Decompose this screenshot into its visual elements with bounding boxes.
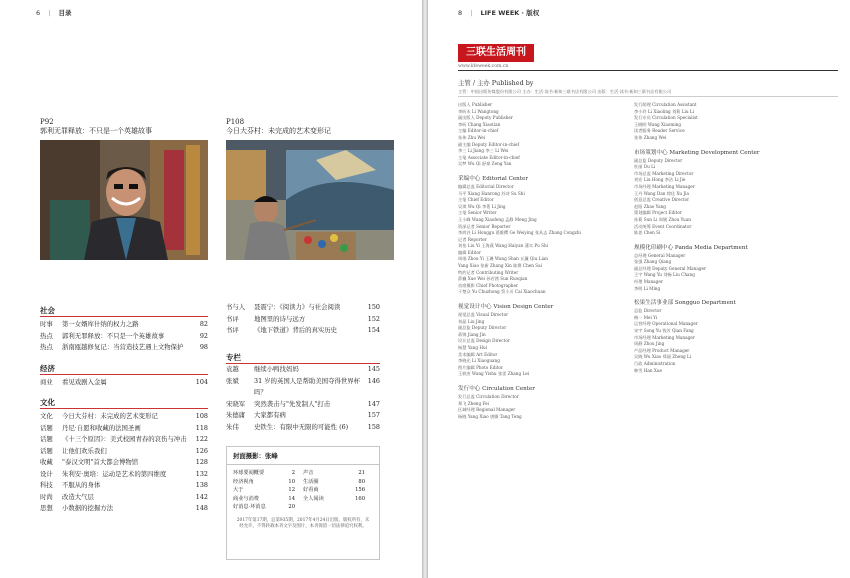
masthead-entry: 市场总监 Marketing Director	[634, 170, 694, 176]
masthead-entry: 李鸿谷 Li Honggu 葛维樱 Ge Weiying 张从志 Zhang Congzhi	[458, 230, 581, 236]
masthead-entry: 刘晶 Liu Jing	[458, 318, 485, 324]
toc-page-number: 138	[195, 481, 208, 489]
toc-category: 热点	[40, 343, 53, 351]
toc-title: 聂震宁：《阅读力》与社会阅读	[254, 303, 341, 311]
toc-title: 地图里的诗与远方	[254, 314, 306, 323]
toc-title: 丹尼·自愿和收藏的法国圣画	[62, 423, 141, 432]
toc-entry[interactable]	[40, 319, 208, 331]
masthead-entry: 宋宇 Song Yu 钱芳 Qian Fang	[634, 328, 694, 334]
feature-label-2	[226, 118, 406, 136]
contents-list-right-top	[226, 302, 380, 337]
toc-page-number: 126	[195, 446, 208, 455]
masthead-entry: 孙莉 Sun Li 周媛 Zhou Yuan	[634, 216, 691, 222]
cover-item-page: 12	[288, 487, 295, 493]
masthead-entry: 赵阳 Zhao Yang	[634, 203, 666, 209]
cover-item-page: 160	[355, 495, 365, 502]
masthead-entry: 李昕 Chang Xiaotian	[458, 121, 501, 127]
masthead-entry: 吴琪 Wu Qi 李菁 Li Jing	[458, 203, 506, 209]
masthead-entry: 吴梦 Wu Qi 舒泰 Zeng Yan	[458, 161, 512, 167]
masthead-page	[428, 0, 850, 578]
masthead-entry: 杜丽 Du Li	[634, 164, 656, 170]
toc-entry[interactable]	[40, 423, 208, 435]
toc-category: 朱德庸	[226, 411, 246, 419]
masthead-department: 松果生活事业部 Songguo Department	[634, 300, 736, 307]
masthead-entry: 李三 Li Jiang 李三 Li Wei	[458, 148, 509, 154]
toc-title: 史铁生：有限中无限的可能性 (6)	[254, 422, 349, 431]
toc-entry[interactable]	[226, 314, 380, 326]
section-rule	[40, 408, 208, 409]
feature-title: 郭利无罪释放：不只是一个英雄故事	[40, 127, 152, 135]
cover-item-page: 2	[291, 470, 295, 476]
toc-title: 继续小鸭找妈妈	[254, 365, 299, 373]
masthead-entry: 主笔 Associate Editor-in-chief	[458, 154, 520, 160]
masthead-entry: 于楚众 Yu Chuzhong 蔡小川 Cai Xiaochuan	[458, 289, 546, 295]
toc-category: 话题	[40, 446, 53, 455]
toc-entry[interactable]	[226, 410, 380, 422]
toc-title: 31 岁的英国人是帮助美国夺得世界杯吗？	[254, 376, 361, 396]
masthead-entry: 图片编辑 Photo Editor	[458, 364, 503, 370]
masthead-entry: 发行总监 Circulation Director	[458, 393, 519, 399]
masthead-entry: 首席摄影 Chief Photographer	[458, 282, 518, 288]
toc-title: 郭利无罪释放：不只是一个英雄故事	[62, 331, 165, 340]
toc-category: 话题	[40, 435, 53, 443]
cover-note: 2017年第17期，总第935期，2017年4月24日出版，版权所有，未经允许，不得转载本刊文字及图片，本刊保留一切法律追究权利。	[236, 517, 370, 529]
feature-photo-portrait	[40, 140, 208, 260]
toc-page-number: 148	[195, 504, 208, 512]
toc-category: 书评	[226, 326, 239, 334]
feature-title: 今日大芬村：未完成的艺术变形记	[226, 127, 331, 135]
toc-title: 《十三个原因》：美式校园青春的哀伤与冲击	[62, 435, 187, 443]
toc-entry[interactable]	[40, 469, 208, 481]
toc-title: 《地下铁道》背后的真实历史	[254, 326, 338, 334]
running-header-left: 6 | 目录	[36, 9, 72, 17]
cover-item-title	[303, 503, 347, 512]
toc-page-number: 92	[199, 331, 208, 340]
masthead-department: 规模化印刷中心 Panda Media Department	[634, 244, 748, 251]
toc-category: 话题	[40, 423, 53, 432]
column-heading: 专栏	[226, 353, 241, 362]
cover-grid	[227, 465, 379, 516]
masthead-entry: 刘怡 Liu Yi 王海燕 Wang Haiyan 蒲实 Pu Shi	[458, 243, 549, 249]
toc-title: 浙南瓯越修复记：当营造技艺遇上文物保护	[62, 343, 184, 351]
masthead-entry: 视觉总监 Visual Director	[458, 312, 509, 318]
toc-category: 书与人	[226, 303, 246, 311]
masthead-entry: 资深记者 Senior Reporter	[458, 223, 511, 229]
masthead-entry: 策划编辑 Project Editor	[634, 210, 682, 216]
toc-entry[interactable]	[40, 342, 208, 354]
cover-item-title: 好看商	[303, 487, 319, 493]
masthead-entry: 主笔 Senior Writer	[458, 210, 497, 216]
publisher-line: 主管 / 主办 Published by	[458, 79, 534, 87]
masthead-entry: 郑飞 Zheng Fei	[458, 400, 489, 406]
masthead-column-2	[634, 102, 804, 374]
toc-page-number: 104	[195, 377, 208, 386]
cover-item-title: 环球要闻概要	[233, 470, 265, 476]
contents-page	[0, 0, 422, 578]
masthead-department: 市场策划中心 Marketing Development Center	[634, 149, 760, 156]
masthead-entry: 总监 Director	[634, 308, 662, 314]
toc-title: 不服从的身体	[62, 481, 101, 489]
masthead-entry: 区域经理 Regional Manager	[458, 407, 516, 413]
masthead-entry: 陈思 Chen Si	[634, 230, 661, 236]
toc-page-number: 128	[195, 458, 208, 466]
masthead-department: 采编中心 Editorial Center	[458, 175, 529, 182]
toc-page-number: 146	[367, 376, 380, 385]
toc-entry[interactable]	[40, 411, 208, 423]
toc-title: 突然袭击与"先发制人"打击	[254, 399, 331, 408]
toc-page-number: 98	[199, 343, 208, 351]
masthead-entry: 经理 Manager	[634, 279, 663, 285]
section-heading: 经济	[40, 363, 55, 373]
running-section: 目录	[58, 9, 72, 17]
cover-grid-row	[233, 503, 373, 512]
section-heading: 社会	[40, 306, 55, 315]
toc-title: 让他们欢乐我们	[62, 446, 107, 455]
toc-category: 张斌	[226, 376, 239, 385]
contents-list-columns	[226, 364, 380, 433]
toc-category: 时尚	[40, 492, 53, 501]
masthead-entry: 记者 Reporter	[458, 236, 487, 242]
cover-credit-heading: 封面摄影：张峰	[227, 447, 379, 465]
masthead-entry: 王丹 Wang Dan 徐佳 Xu Jia	[634, 190, 689, 196]
masthead-entry: 李明 Li Ming	[634, 285, 661, 291]
toc-title: 小数据的挖掘方法	[62, 504, 114, 512]
toc-category: 朱伟	[226, 422, 239, 431]
masthead-entry: 周静 Zhou Jing	[634, 341, 665, 347]
toc-page-number: 145	[367, 365, 380, 373]
toc-title: "泰汉文明"首大都会博物馆	[62, 458, 139, 466]
cover-item-title: 好消息·坏消息	[233, 504, 266, 510]
masthead-department: 视觉设计中心 Vision Design Center	[458, 304, 554, 311]
masthead-entry: 发行专员 Circulation Specialist	[634, 115, 698, 121]
toc-entry[interactable]	[40, 377, 208, 389]
masthead-department: 发行中心 Circulation Center	[458, 385, 535, 392]
masthead-entry: 王宇 Wang Yu 刘畅 Liu Chang	[634, 272, 695, 278]
masthead-entry: 张强 Zhang Qiang	[634, 259, 672, 265]
feature-label-1	[40, 118, 210, 136]
masthead-column-1	[458, 102, 628, 420]
cover-item-page	[347, 503, 365, 512]
masthead-entry: 王小峰 Wang Xiaofeng 孟静 Meng Jing	[458, 216, 537, 222]
toc-entry[interactable]	[226, 302, 380, 314]
toc-entry[interactable]	[40, 446, 208, 458]
toc-title: 今日大芬村：未完成的艺术变形记	[62, 412, 158, 420]
masthead-entry: 创意总监 Creative Director	[634, 197, 690, 203]
masthead-entry: 副总监 Deputy Director	[458, 325, 507, 331]
masthead-entry: 行政 Administration	[634, 361, 676, 366]
masthead-entry: 马平 Xiang Hanrong 苏诗 Su Shi	[458, 190, 525, 196]
masthead-rule-top	[458, 70, 838, 71]
cover-grid-row	[233, 469, 373, 478]
masthead-entry: 刘宏 Liu Hong 李洁 Li Jie	[634, 177, 686, 183]
toc-entry[interactable]	[226, 399, 380, 411]
masthead-entry: 蒋锦 Jiang Jin	[458, 331, 486, 337]
masthead-entry: 市场经理 Marketing Manager	[634, 183, 695, 189]
masthead-rule	[458, 96, 838, 97]
toc-category: 时事	[40, 320, 53, 328]
running-header-right: 8 | LIFE WEEK · 版权	[458, 9, 540, 17]
masthead-entry: 副总监 Deputy Director	[634, 157, 683, 163]
toc-title: 看见戏剧入金属	[62, 377, 107, 386]
cover-item-title: 生活圈	[303, 478, 319, 485]
masthead-entry: 特约记者 Contributing Writer	[458, 269, 519, 275]
toc-page-number: 108	[195, 412, 208, 420]
page-number: 8	[458, 9, 463, 17]
cover-item-title: 全人阅读	[303, 495, 324, 502]
publisher-detail: 主管：中国出版传媒股份有限公司 主办：生活·读书·新知三联书店有限公司 出版：生活·读书·新知三联书店有限公司	[458, 89, 672, 94]
section-heading: 文化	[40, 398, 55, 407]
running-section: LIFE WEEK · 版权	[480, 9, 540, 17]
masthead-entry: 梅一 Mei Yi	[634, 314, 658, 320]
toc-entry[interactable]	[40, 434, 208, 446]
toc-category: 书评	[226, 314, 239, 323]
masthead-entry: 出版人 Publisher	[458, 102, 493, 107]
masthead-entry: 周翊 Zhou Yi 王珊 Wang Shan 丘濂 Qiu Lian	[458, 256, 548, 262]
page-number: 6	[36, 9, 41, 17]
masthead-entry: 王轶庶 Wang Yishu 张雷 Zhang Lei	[458, 371, 530, 377]
masthead-entry: 美术编辑 Art Editor	[458, 351, 498, 357]
feature-page: P92	[40, 118, 54, 126]
masthead-entry: 李小玲 Li Xiaoling 刘莉 Liu Li	[634, 108, 695, 114]
masthead-entry: 朱伟 Zhu Wei	[458, 134, 486, 140]
toc-page-number: 157	[367, 411, 380, 419]
feature-photo-painter	[226, 140, 394, 260]
contents-list-left	[40, 306, 208, 515]
toc-page-number: 132	[195, 469, 208, 478]
cover-item-page: 20	[288, 504, 295, 510]
masthead-entry: 副出版人 Deputy Publisher	[458, 115, 513, 121]
toc-page-number: 158	[367, 422, 380, 431]
cover-item-page: 14	[288, 495, 295, 502]
masthead-entry: 杨晓 Yang Xiao 唐滕 Tang Teng	[458, 413, 522, 419]
toc-category: 思想	[40, 504, 53, 512]
toc-entry[interactable]	[226, 325, 380, 337]
magazine-logo: 三联生活周刊	[458, 44, 534, 62]
toc-title: 大家都有病	[254, 411, 286, 419]
toc-entry[interactable]	[40, 331, 208, 343]
toc-category: 科技	[40, 481, 53, 489]
cover-item-page: 21	[358, 470, 365, 476]
masthead-entry: 发行助理 Circulation Assistant	[634, 102, 697, 107]
toc-page-number: 118	[195, 423, 208, 432]
masthead-entry: 编辑总监 Editorial Director	[458, 183, 514, 189]
cover-item-title: 商业与消费	[233, 495, 259, 502]
toc-page-number: 147	[367, 399, 380, 408]
toc-page-number: 152	[367, 314, 380, 323]
masthead-entry: 主编 Editor-in-chief	[458, 128, 499, 134]
toc-category: 宋晓军	[226, 399, 246, 408]
toc-entry[interactable]	[226, 364, 380, 376]
toc-category: 文化	[40, 412, 53, 420]
section-rule	[40, 374, 208, 375]
feature-page: P108	[226, 118, 245, 126]
website-url: www.lifeweek.com.cn	[458, 64, 509, 69]
cover-grid-row	[233, 486, 373, 495]
masthead-entry: 读者服务 Reader Service	[634, 128, 685, 134]
toc-entry[interactable]	[40, 457, 208, 469]
masthead-entry: 运营经理 Operational Manager	[634, 321, 698, 327]
toc-page-number: 154	[367, 326, 380, 334]
toc-category: 袁越	[226, 365, 239, 373]
masthead-entry: 主笔 Chief Editor	[458, 197, 494, 203]
toc-title: 朱利安·奥培：运动是艺术的第四维度	[62, 469, 167, 478]
cover-credit-box	[226, 446, 380, 560]
cover-grid-row	[233, 478, 373, 487]
toc-page-number: 142	[195, 492, 208, 501]
masthead-entry: 薛巍 Xue Wei 孙若茜 Sun Ruoqian	[458, 276, 528, 282]
masthead-entry: 韩雪 Han Xue	[634, 367, 663, 373]
masthead-entry: 产品经理 Product Manager	[634, 347, 690, 353]
masthead-entry: 副主编 Deputy Editor-in-chief	[458, 141, 520, 147]
masthead-entry: 副总经理 Deputy General Manager	[634, 265, 706, 271]
toc-category: 收藏	[40, 458, 53, 466]
toc-entry[interactable]	[226, 376, 380, 399]
toc-page-number: 150	[367, 303, 380, 311]
masthead-entry: 张伟 Zhang Wei	[634, 134, 667, 140]
masthead-entry: 王晓明 Wang Xiaoming	[634, 121, 682, 127]
cover-grid-row	[233, 495, 373, 504]
toc-title: 第一女婿库什纳的权力之路	[62, 320, 139, 328]
masthead-entry: 设计总监 Design Director	[458, 338, 510, 344]
masthead-entry: 李昕木 Li Wangtong	[458, 108, 499, 114]
toc-category: 热点	[40, 331, 53, 340]
toc-page-number: 82	[199, 320, 208, 328]
toc-entry[interactable]	[40, 503, 208, 515]
cover-item-title: 大于	[233, 487, 244, 493]
masthead-entry: 李晓光 Li Xiaoguang	[458, 358, 500, 364]
masthead-entry: 市场经理 Marketing Manager	[634, 334, 695, 340]
masthead-entry: 总经理 General Manager	[634, 252, 686, 258]
masthead-entry: 吴晓 Wu Xiao 郑丽 Zheng Li	[634, 354, 692, 360]
cover-item-title: 声音	[303, 470, 314, 476]
toc-entry[interactable]	[40, 492, 208, 504]
toc-entry[interactable]	[226, 422, 380, 434]
toc-page-number: 122	[195, 435, 208, 443]
section-rule	[40, 316, 208, 317]
toc-category: 商业	[40, 377, 53, 386]
toc-entry[interactable]	[40, 480, 208, 492]
masthead-entry: 活动统筹 Event Coordinator	[634, 223, 692, 229]
toc-title: 改造大气层	[62, 492, 94, 501]
cover-item-page: 10	[288, 478, 295, 485]
cover-item-title: 经济视角	[233, 478, 254, 485]
masthead-entry: 编辑 Editor	[458, 249, 481, 255]
cover-item-page: 80	[358, 478, 365, 485]
cover-item-page: 156	[355, 487, 365, 493]
toc-category: 设计	[40, 469, 53, 478]
masthead-entry: 杨慧 Yang Hui	[458, 345, 488, 350]
masthead-entry: Yang Xiao 张新 Zhang Xin 陈赛 Chen Sai	[458, 263, 542, 269]
